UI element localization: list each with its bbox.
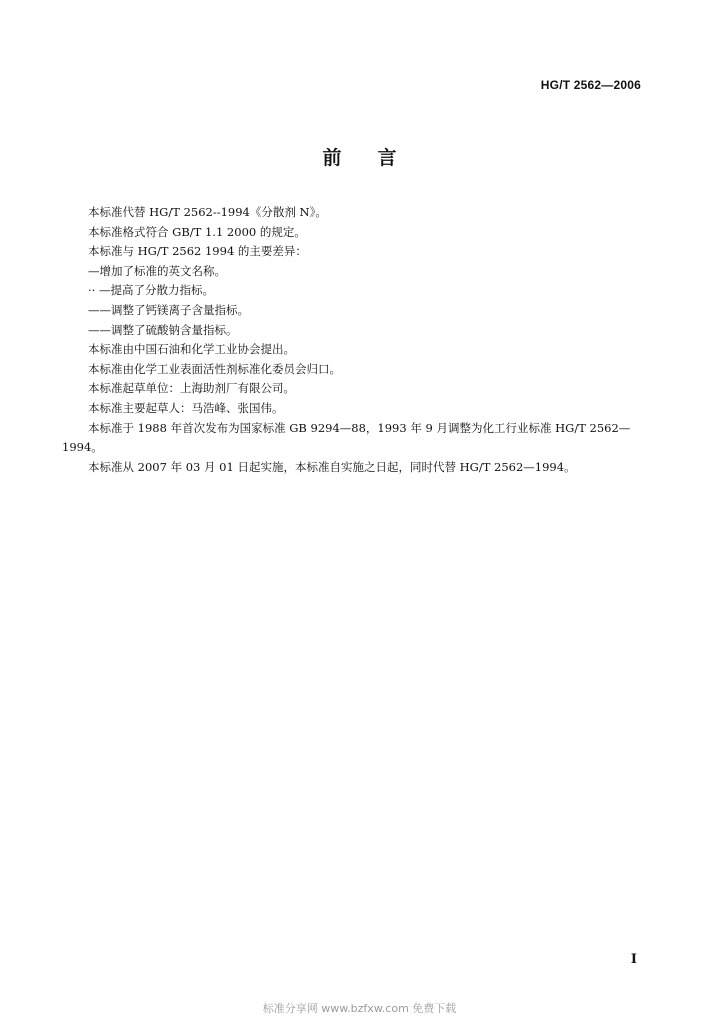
foreword-body (62, 203, 642, 477)
list-item-sodium-sulfate: ——调整了硫酸钠含量指标。 (88, 322, 238, 337)
paragraph-differences-intro: 本标准与 HG/T 2562 1994 的主要差异： (88, 244, 307, 259)
paragraph-drafting-unit: 本标准起草单位：上海助剂厂有限公司。 (88, 381, 295, 396)
paragraph-replaces: 本标准代替 HG/T 2562--1994《分散剂 N》。 (88, 205, 327, 219)
page-title: 前言 (322, 147, 433, 169)
list-item-english-name: —增加了标准的英文名称。 (88, 263, 226, 278)
paragraph-history: 本标准于 1988 年首次发布为国家标准 GB 9294—88，1993 年 9 月调整为化工行业标准 HG/T 2562—1994。 (62, 420, 631, 455)
paragraph-proposed-by: 本标准由中国石油和化学工业协会提出。 (88, 342, 295, 357)
document-code: HG/T 2562—2006 (540, 78, 641, 92)
watermark-text: 标准分享网 www.bzfxw.com 免费下载 (262, 1002, 457, 1015)
paragraph-effective-date: 本标准从 2007 年 03 月 01 日起实施，本标准自实施之日起，同时代替 HG/T 2562—1994。 (88, 459, 576, 474)
page-number: I (630, 952, 637, 967)
paragraph-drafters: 本标准主要起草人：马浩峰、张国伟。 (88, 400, 284, 415)
list-item-dispersing-power: ·· —提高了分散力指标。 (88, 283, 214, 298)
list-item-calcium-magnesium: ——调整了钙镁离子含量指标。 (88, 302, 249, 317)
paragraph-format: 本标准格式符合 GB/T 1.1 2000 的规定。 (88, 224, 306, 239)
paragraph-managed-by: 本标准由化学工业表面活性剂标准化委员会归口。 (88, 361, 341, 376)
